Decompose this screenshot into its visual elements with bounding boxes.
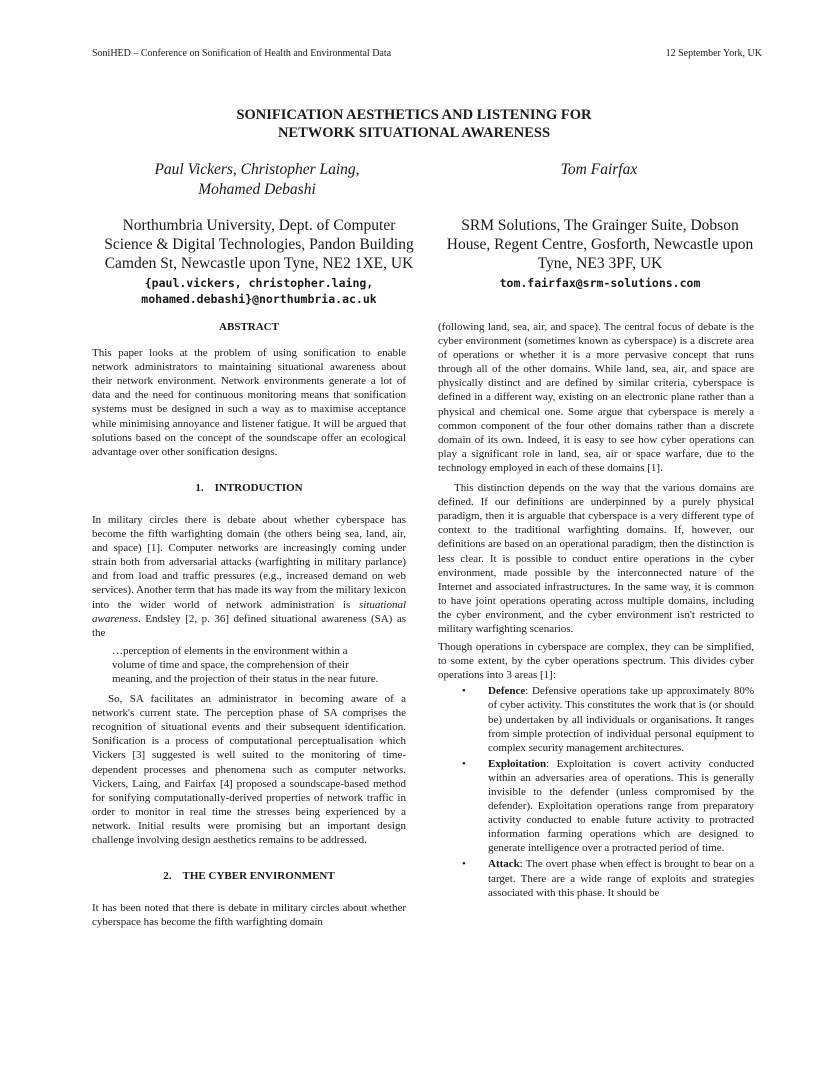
affiliation-line: Camden St, Newcastle upon Tyne, NE2 1XE, UK [104,255,414,272]
list-item-term: Defence [488,685,526,698]
list-item [438,857,754,899]
paragraph-text: In military circles there is debate about whether cyberspace has become the fifth warfighting domain (the others being sea, land, air, and space) [1]. Computer networks are increasingly coming under strain both from adversarial attacks (warfighting in military parlance) and from load and traffic pressures (e.g., increased demand on web services). Another term that has made its way from the military lexicon into the wider world of network administration is [92,513,406,611]
affiliation-line: Northumbria University, Dept. of Computer [122,217,396,234]
running-header-left: SoniHED – Conference on Sonification of Health and Environmental Data [92,48,392,59]
list-item-text: : Defensive operations take up approximately 80% of cyber activity. This constitutes the work that is (or should be) undertaken by all individuals or organisations. It ranges from simple protection of individual personal equipment to complex security management architectures. [488,685,754,754]
list-item-term: Attack [488,858,520,871]
authors-right [438,160,760,180]
affiliation-line: Tyne, NE3 3PF, UK [537,255,663,272]
author-email [92,275,426,307]
list-item-text: : The overt phase when effect is brought to bear on a target. There are a wide range of exploits and strategies associated with this phase. It should be [488,858,754,899]
list-item [438,757,754,856]
email-line: mohamed.debashi}@northumbria.ac.uk [141,292,377,306]
author-line: Paul Vickers, Christopher Laing, [154,161,360,178]
bullet-icon: • [462,685,466,698]
affiliation-left [92,216,426,307]
paper-title [0,106,828,142]
right-column [438,320,754,902]
paragraph: It has been noted that there is debate in military circles about whether cyberspace has become the fifth warfighting domain [92,902,406,929]
author-line: Tom Fairfax [560,161,638,178]
paper-title-line: NETWORK SITUATIONAL AWARENESS [277,125,551,141]
paragraph-text: . Endsley [2, p. 36] defined situational awareness (SA) as the [92,612,406,639]
paragraph: This distinction depends on the way that the various domains are defined. If our definitions are underpinned by a purely physical paradigm, then it is arguable that cyberspace is a very different type of context to the traditional warfighting domains. If, however, our definitions are based on an operational paradigm, then the distinction is less clear. It is possible to conduct entire operations in the cyber environment, made possible by the interconnected nature of the Internet and associated infrastructures. In the same way, it is common to have joint operations operating across multiple domains, including the cyber environment, and the cyber environment isn't restricted to military warfighting scenarios. [438,482,754,635]
paragraph: Though operations in cyberspace are complex, they can be simplified, to some extent, by the cyber operations spectrum. This divides cyber operations into 3 areas [1]: [438,641,754,682]
paragraph: (following land, sea, air, and space). The central focus of debate is the cyber environment (sometimes known as cyberspace) is a discrete area of operations or whether it is a more pervasive concept that runs through all of the other domains. While land, sea, air, and space are physically distinct and are defined by similar criteria, cyberspace is defined in a different way, existing on an electronic plane rather than a physical and chemical one. Some argue that cyberspace is merely a common component of the four other domains rather than a discrete domain of its own. Indeed, it is easy to see how cyber operations can play a significant role in land, sea, air or space warfare, due to the technology employed in each of these domains [1]. [438,321,754,474]
affiliation-right [436,216,764,291]
paper-title-line: SONIFICATION AESTHETICS AND LISTENING FOR [236,107,592,123]
running-header-right: 12 September York, UK [665,48,762,59]
list-item-text: : Exploitation is covert activity conducted within an adversaries area of operations. This is generally invisible to the defender (unless compromised by the defender). Exploitation operations range from preparatory activity conducted to enable future activity to protracted information farming operations which are designed to generate intelligence over a protracted period of time. [488,757,754,855]
abstract-heading: ABSTRACT [219,321,279,333]
affiliation-line: House, Regent Centre, Gosforth, Newcastle upon [446,236,754,253]
authors-left [92,160,422,200]
bullet-icon: • [462,858,466,871]
section-heading-introduction: 1. INTRODUCTION [195,481,303,494]
affiliation-line: Science & Digital Technologies, Pandon Building [104,236,414,253]
abstract-text: This paper looks at the problem of using sonification to enable network administrators to maintaining situational awareness about their network environment. Network environments generate a lot of data and the need for continuous monitoring means that sonification systems must be designed in such a way as to maximise acceptance while minimising annoyance and listener fatigue. It will be argued that solutions based on the concept of the soundscape offer an ecological advantage over other sonification designs. [92,347,406,458]
bullet-icon: • [462,757,466,770]
email-line: {paul.vickers, christopher.laing, [144,276,374,290]
emphasis-term: situational awareness [92,598,406,625]
paragraph: So, SA facilitates an administrator in becoming aware of a network's current state. The perception phase of SA comprises the recognition of situational events and their subsequent identification. Sonification is a process of computational perceptualisation which Vickers [3] suggested is well suited to the monitoring of time-dependent processes and phenomena such as computer networks. Vickers, Laing, and Fairfax [4] proposed a soundscape-based method for sonifying computationally-derived properties of network traffic in order to monitor in real time the stresses being experienced by a network. Initial results were promising but an important design challenge involving design aesthetics remains to be addressed. [92,693,406,846]
paragraph [92,513,406,640]
affiliation-line: SRM Solutions, The Grainger Suite, Dobson [461,217,739,234]
section-heading-cyber-environment: 2. THE CYBER ENVIRONMENT [163,870,335,883]
list-item-term: Exploitation [488,757,547,770]
author-email: tom.fairfax@srm-solutions.com [499,276,701,290]
list-item [438,684,754,754]
block-quote: …perception of elements in the environment within a volume of time and space, the comprehension of their meaning, and the projection of their status in the near future. [112,644,379,685]
author-line: Mohamed Debashi [198,181,316,198]
cyber-operations-list [438,684,754,899]
left-column [92,320,406,929]
